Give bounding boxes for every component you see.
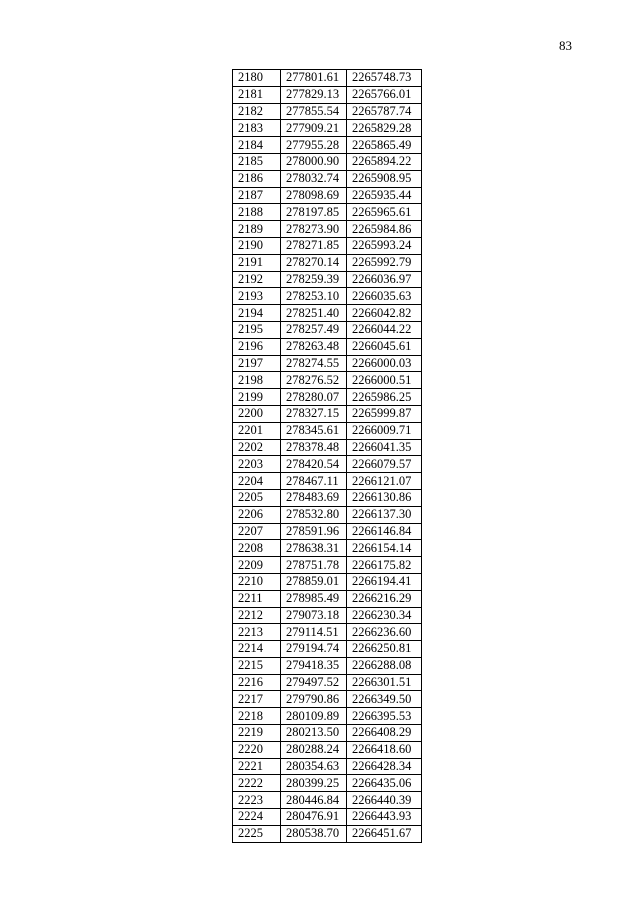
table-row: [233, 741, 422, 758]
y-coordinate-cell: 2265865.49: [347, 137, 422, 154]
table-row: [233, 607, 422, 624]
point-id-cell: 2211: [233, 590, 281, 607]
x-coordinate-cell: 278259.39: [281, 271, 347, 288]
x-coordinate-cell: 278032.74: [281, 170, 347, 187]
point-id-cell: 2190: [233, 237, 281, 254]
table-row: [233, 405, 422, 422]
point-id-cell: 2183: [233, 120, 281, 137]
y-coordinate-cell: 2266395.53: [347, 708, 422, 725]
y-coordinate-cell: 2266236.60: [347, 624, 422, 641]
y-coordinate-cell: 2266418.60: [347, 741, 422, 758]
x-coordinate-cell: 278420.54: [281, 456, 347, 473]
table-row: [233, 758, 422, 775]
y-coordinate-cell: 2266146.84: [347, 523, 422, 540]
table-row: [233, 792, 422, 809]
table-row: [233, 321, 422, 338]
x-coordinate-cell: 279073.18: [281, 607, 347, 624]
point-id-cell: 2182: [233, 103, 281, 120]
y-coordinate-cell: 2265894.22: [347, 153, 422, 170]
point-id-cell: 2200: [233, 405, 281, 422]
y-coordinate-cell: 2266216.29: [347, 590, 422, 607]
y-coordinate-cell: 2266451.67: [347, 825, 422, 842]
x-coordinate-cell: 278197.85: [281, 204, 347, 221]
table-row: [233, 170, 422, 187]
x-coordinate-cell: 278591.96: [281, 523, 347, 540]
table-row: [233, 422, 422, 439]
x-coordinate-cell: 279418.35: [281, 657, 347, 674]
point-id-cell: 2198: [233, 372, 281, 389]
y-coordinate-cell: 2266175.82: [347, 557, 422, 574]
x-coordinate-cell: 278273.90: [281, 221, 347, 238]
table-row: [233, 590, 422, 607]
table-row: [233, 439, 422, 456]
table-row: [233, 120, 422, 137]
x-coordinate-cell: 279194.74: [281, 641, 347, 658]
table-row: [233, 725, 422, 742]
table-row: [233, 254, 422, 271]
table-row: [233, 523, 422, 540]
table-row: [233, 506, 422, 523]
table-row: [233, 708, 422, 725]
table-row: [233, 338, 422, 355]
coordinate-table: [232, 69, 422, 843]
coordinate-table-body: [233, 70, 422, 843]
y-coordinate-cell: 2266288.08: [347, 657, 422, 674]
x-coordinate-cell: 278532.80: [281, 506, 347, 523]
y-coordinate-cell: 2266009.71: [347, 422, 422, 439]
x-coordinate-cell: 278751.78: [281, 557, 347, 574]
table-row: [233, 288, 422, 305]
table-row: [233, 825, 422, 842]
point-id-cell: 2207: [233, 523, 281, 540]
table-row: [233, 473, 422, 490]
point-id-cell: 2222: [233, 775, 281, 792]
point-id-cell: 2208: [233, 540, 281, 557]
point-id-cell: 2203: [233, 456, 281, 473]
x-coordinate-cell: 278271.85: [281, 237, 347, 254]
y-coordinate-cell: 2265965.61: [347, 204, 422, 221]
table-row: [233, 641, 422, 658]
y-coordinate-cell: 2266440.39: [347, 792, 422, 809]
table-row: [233, 389, 422, 406]
point-id-cell: 2221: [233, 758, 281, 775]
page-number: 83: [559, 38, 572, 53]
point-id-cell: 2188: [233, 204, 281, 221]
point-id-cell: 2180: [233, 70, 281, 87]
y-coordinate-cell: 2266045.61: [347, 338, 422, 355]
y-coordinate-cell: 2266036.97: [347, 271, 422, 288]
point-id-cell: 2191: [233, 254, 281, 271]
x-coordinate-cell: 278638.31: [281, 540, 347, 557]
x-coordinate-cell: 280354.63: [281, 758, 347, 775]
x-coordinate-cell: 280109.89: [281, 708, 347, 725]
x-coordinate-cell: 278270.14: [281, 254, 347, 271]
x-coordinate-cell: 280213.50: [281, 725, 347, 742]
table-row: [233, 137, 422, 154]
point-id-cell: 2210: [233, 573, 281, 590]
x-coordinate-cell: 279497.52: [281, 674, 347, 691]
x-coordinate-cell: 280538.70: [281, 825, 347, 842]
y-coordinate-cell: 2265999.87: [347, 405, 422, 422]
table-row: [233, 573, 422, 590]
y-coordinate-cell: 2266000.51: [347, 372, 422, 389]
table-row: [233, 305, 422, 322]
y-coordinate-cell: 2266137.30: [347, 506, 422, 523]
point-id-cell: 2218: [233, 708, 281, 725]
table-row: [233, 775, 422, 792]
point-id-cell: 2199: [233, 389, 281, 406]
point-id-cell: 2214: [233, 641, 281, 658]
y-coordinate-cell: 2266408.29: [347, 725, 422, 742]
point-id-cell: 2205: [233, 489, 281, 506]
x-coordinate-cell: 278345.61: [281, 422, 347, 439]
point-id-cell: 2219: [233, 725, 281, 742]
x-coordinate-cell: 278327.15: [281, 405, 347, 422]
y-coordinate-cell: 2265993.24: [347, 237, 422, 254]
y-coordinate-cell: 2266435.06: [347, 775, 422, 792]
table-row: [233, 355, 422, 372]
y-coordinate-cell: 2266250.81: [347, 641, 422, 658]
x-coordinate-cell: 278098.69: [281, 187, 347, 204]
x-coordinate-cell: 278000.90: [281, 153, 347, 170]
y-coordinate-cell: 2265986.25: [347, 389, 422, 406]
point-id-cell: 2217: [233, 691, 281, 708]
table-row: [233, 187, 422, 204]
point-id-cell: 2201: [233, 422, 281, 439]
point-id-cell: 2192: [233, 271, 281, 288]
y-coordinate-cell: 2266130.86: [347, 489, 422, 506]
x-coordinate-cell: 278274.55: [281, 355, 347, 372]
x-coordinate-cell: 278280.07: [281, 389, 347, 406]
point-id-cell: 2181: [233, 86, 281, 103]
table-row: [233, 674, 422, 691]
point-id-cell: 2196: [233, 338, 281, 355]
x-coordinate-cell: 280399.25: [281, 775, 347, 792]
y-coordinate-cell: 2266079.57: [347, 456, 422, 473]
table-row: [233, 624, 422, 641]
point-id-cell: 2215: [233, 657, 281, 674]
x-coordinate-cell: 278253.10: [281, 288, 347, 305]
x-coordinate-cell: 278378.48: [281, 439, 347, 456]
point-id-cell: 2185: [233, 153, 281, 170]
y-coordinate-cell: 2265908.95: [347, 170, 422, 187]
x-coordinate-cell: 278263.48: [281, 338, 347, 355]
y-coordinate-cell: 2265935.44: [347, 187, 422, 204]
point-id-cell: 2202: [233, 439, 281, 456]
point-id-cell: 2212: [233, 607, 281, 624]
x-coordinate-cell: 279114.51: [281, 624, 347, 641]
point-id-cell: 2213: [233, 624, 281, 641]
x-coordinate-cell: 278276.52: [281, 372, 347, 389]
table-row: [233, 103, 422, 120]
x-coordinate-cell: 278859.01: [281, 573, 347, 590]
point-id-cell: 2216: [233, 674, 281, 691]
x-coordinate-cell: 277801.61: [281, 70, 347, 87]
table-row: [233, 271, 422, 288]
table-row: [233, 86, 422, 103]
table-row: [233, 456, 422, 473]
point-id-cell: 2220: [233, 741, 281, 758]
y-coordinate-cell: 2266194.41: [347, 573, 422, 590]
point-id-cell: 2209: [233, 557, 281, 574]
x-coordinate-cell: 277955.28: [281, 137, 347, 154]
y-coordinate-cell: 2265787.74: [347, 103, 422, 120]
table-row: [233, 153, 422, 170]
y-coordinate-cell: 2266301.51: [347, 674, 422, 691]
point-id-cell: 2225: [233, 825, 281, 842]
y-coordinate-cell: 2265766.01: [347, 86, 422, 103]
table-row: [233, 691, 422, 708]
y-coordinate-cell: 2265992.79: [347, 254, 422, 271]
x-coordinate-cell: 278985.49: [281, 590, 347, 607]
x-coordinate-cell: 278257.49: [281, 321, 347, 338]
x-coordinate-cell: 277855.54: [281, 103, 347, 120]
point-id-cell: 2184: [233, 137, 281, 154]
point-id-cell: 2194: [233, 305, 281, 322]
table-row: [233, 657, 422, 674]
y-coordinate-cell: 2266230.34: [347, 607, 422, 624]
y-coordinate-cell: 2266428.34: [347, 758, 422, 775]
table-row: [233, 809, 422, 826]
table-row: [233, 557, 422, 574]
point-id-cell: 2204: [233, 473, 281, 490]
point-id-cell: 2223: [233, 792, 281, 809]
y-coordinate-cell: 2266443.93: [347, 809, 422, 826]
point-id-cell: 2195: [233, 321, 281, 338]
point-id-cell: 2206: [233, 506, 281, 523]
point-id-cell: 2186: [233, 170, 281, 187]
table-row: [233, 540, 422, 557]
table-row: [233, 237, 422, 254]
y-coordinate-cell: 2266044.22: [347, 321, 422, 338]
point-id-cell: 2224: [233, 809, 281, 826]
x-coordinate-cell: 278483.69: [281, 489, 347, 506]
x-coordinate-cell: 280446.84: [281, 792, 347, 809]
y-coordinate-cell: 2266000.03: [347, 355, 422, 372]
table-row: [233, 221, 422, 238]
y-coordinate-cell: 2265829.28: [347, 120, 422, 137]
x-coordinate-cell: 277909.21: [281, 120, 347, 137]
x-coordinate-cell: 280288.24: [281, 741, 347, 758]
point-id-cell: 2189: [233, 221, 281, 238]
table-row: [233, 372, 422, 389]
y-coordinate-cell: 2266042.82: [347, 305, 422, 322]
x-coordinate-cell: 279790.86: [281, 691, 347, 708]
x-coordinate-cell: 280476.91: [281, 809, 347, 826]
table-row: [233, 489, 422, 506]
y-coordinate-cell: 2266154.14: [347, 540, 422, 557]
y-coordinate-cell: 2266041.35: [347, 439, 422, 456]
x-coordinate-cell: 278467.11: [281, 473, 347, 490]
x-coordinate-cell: 278251.40: [281, 305, 347, 322]
table-row: [233, 204, 422, 221]
point-id-cell: 2187: [233, 187, 281, 204]
x-coordinate-cell: 277829.13: [281, 86, 347, 103]
point-id-cell: 2197: [233, 355, 281, 372]
y-coordinate-cell: 2266121.07: [347, 473, 422, 490]
y-coordinate-cell: 2266035.63: [347, 288, 422, 305]
y-coordinate-cell: 2265984.86: [347, 221, 422, 238]
table-row: [233, 70, 422, 87]
y-coordinate-cell: 2265748.73: [347, 70, 422, 87]
point-id-cell: 2193: [233, 288, 281, 305]
y-coordinate-cell: 2266349.50: [347, 691, 422, 708]
